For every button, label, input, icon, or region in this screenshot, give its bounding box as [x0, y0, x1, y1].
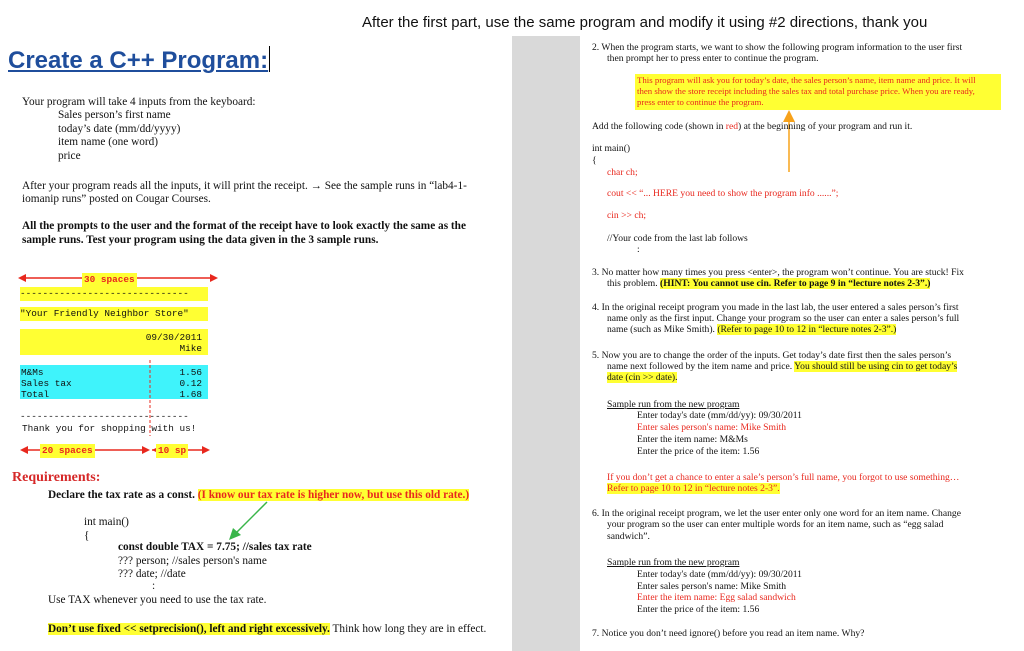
code-char: char ch;	[607, 167, 638, 178]
requirements-heading: Requirements:	[12, 470, 101, 485]
input-item: today’s date (mm/dd/yyyy)	[58, 123, 181, 135]
tax-note: (I know our tax rate is higher now, but use this old rate.)	[197, 489, 470, 501]
receipt-date: 09/30/2011	[145, 332, 202, 343]
step-7: 7. Notice you don’t need ignore() before you read an item name. Why?	[592, 628, 865, 639]
receipt-item-label: Total	[21, 389, 50, 400]
code-brace: {	[592, 155, 597, 166]
code-line: ??? date; //date	[118, 568, 186, 580]
sample-line: Enter sales person's name: Mike Smith	[637, 581, 787, 592]
step-6-cont: sandwich”.	[607, 531, 650, 542]
receipt-dashes: ------------------------------	[20, 287, 208, 301]
sample-line: Enter the item name: Egg salad sandwich	[637, 592, 796, 603]
step-3-cont: this problem. (HINT: You cannot use cin. Refer to page 9 in “lecture notes 2-3”.)	[607, 278, 931, 289]
orange-arrow	[782, 110, 796, 172]
code-line: int main()	[84, 516, 129, 528]
sample-line: Enter today's date (mm/dd/yy): 09/30/2011	[637, 410, 802, 421]
step-2-cont: then prompt her to press enter to continue the program.	[607, 53, 819, 64]
text-cursor	[269, 46, 270, 72]
info-line: This program will ask you for today’s date, the sales person’s name, item name and price. It will	[637, 75, 976, 85]
prompts-text-1: All the prompts to the user and the format of the receipt have to look exactly the same as the	[22, 220, 466, 232]
receipt-item-value: 1.68	[179, 389, 202, 400]
receipt-store: "Your Friendly Neighbor Store"	[20, 307, 208, 321]
code-line: ??? person; //sales person's name	[118, 555, 267, 567]
label-10-sp: 10 sp	[158, 445, 187, 456]
top-banner	[0, 0, 1024, 36]
input-item: price	[58, 150, 81, 162]
after-text-2: iomanip runs” posted on Cougar Courses.	[22, 193, 211, 205]
sample-run-title: Sample run from the new program	[607, 557, 740, 568]
after-text-1: After your program reads all the inputs, it will print the receipt. → See the sample runs in “lab4-1-	[22, 180, 467, 192]
step-4-cont: name only as the first input. Change your program so the user can enter a sales person’s full	[607, 313, 960, 324]
label-20-spaces: 20 spaces	[42, 445, 93, 456]
code-main: int main()	[592, 143, 631, 154]
sample-line: Enter sales person's name: Mike Smith	[637, 422, 787, 433]
dashed-divider	[148, 360, 152, 436]
green-arrow	[225, 500, 270, 542]
code-colon: :	[637, 244, 640, 255]
step-4-cont: name (such as Mike Smith). (Refer to page 10 to 12 in “lecture notes 2-3”.)	[607, 324, 897, 335]
info-line: press enter to continue the program.	[637, 97, 764, 107]
code-line: :	[152, 580, 156, 592]
page-title: Create a C++ Program:	[8, 47, 269, 74]
receipt-item-value: 0.12	[179, 378, 202, 389]
prompts-text-2: sample runs. Test your program using the data given in the 3 sample runs.	[22, 234, 379, 246]
sample-run-title: Sample run from the new program	[607, 399, 740, 410]
input-item: item name (one word)	[58, 136, 159, 148]
sample-line: Enter the price of the item: 1.56	[637, 604, 760, 615]
tax-declaration: Declare the tax rate as a const. (I know our tax rate is higher now, but use this old rate.)	[48, 489, 470, 501]
input-item: Sales person’s first name	[58, 109, 171, 121]
step-2: 2. When the program starts, we want to show the following program information to the user first	[592, 42, 963, 53]
fixed-warning: Don’t use fixed << setprecision(), left and right excessively. Think how long they are in effect.	[48, 623, 487, 635]
sample-line: Enter the price of the item: 1.56	[637, 446, 760, 457]
receipt-thanks: Thank you for shopping with us!	[22, 423, 197, 434]
code-cin: cin >> ch;	[607, 210, 647, 221]
step-5-cont: date (cin >> date).	[607, 372, 678, 383]
code-line: {	[84, 530, 90, 542]
step-6-cont: your program so the user can enter multiple words for an item name, such as “egg salad	[607, 519, 944, 530]
step-6: 6. In the original receipt program, we let the user enter only one word for an item name. Change	[592, 508, 961, 519]
add-code-text: Add the following code (shown in red) at the beginning of your program and run it.	[592, 121, 913, 132]
step-3: 3. No matter how many times you press <enter>, the program won’t continue. You are stuck! Fix	[592, 267, 964, 278]
receipt-item-label: M&Ms	[21, 367, 44, 378]
label-30-spaces: 30 spaces	[84, 274, 135, 285]
step-5-cont: name next followed by the item name and price. You should still be using cin to get today’s	[607, 361, 958, 372]
code-cout: cout << “... HERE you need to show the program info ......”;	[607, 188, 839, 199]
use-tax-text: Use TAX whenever you need to use the tax rate.	[48, 594, 267, 606]
receipt-dashes-bottom: ------------------------------	[20, 411, 189, 422]
sample-line: Enter the item name: M&Ms	[637, 434, 748, 445]
code-comment: //Your code from the last lab follows	[607, 233, 748, 244]
receipt-item-value: 1.56	[179, 367, 202, 378]
inputs-intro: Your program will take 4 inputs from the keyboard:	[22, 96, 256, 108]
receipt-name: Mike	[179, 343, 202, 354]
sample-line: Enter today's date (mm/dd/yy): 09/30/2011	[637, 569, 802, 580]
step-5: 5. Now you are to change the order of the inputs. Get today’s date first then the sales person’s	[592, 350, 952, 361]
info-line: then show the store receipt including the sales tax and total purchase price. When you are ready,	[637, 86, 975, 96]
banner-text: After the first part, use the same program and modify it using #2 directions, thank you	[362, 14, 928, 31]
red-note: Refer to page 10 to 12 in “lecture notes 2-3”.	[607, 483, 780, 494]
step-4: 4. In the original receipt program you made in the last lab, the user entered a sales person’s first	[592, 302, 959, 313]
code-tax-const: const double TAX = 7.75; //sales tax rate	[118, 541, 312, 553]
red-note: If you don’t get a chance to enter a sale’s person’s full name, you forgot to use something…	[607, 472, 960, 483]
receipt-item-label: Sales tax	[21, 378, 72, 389]
